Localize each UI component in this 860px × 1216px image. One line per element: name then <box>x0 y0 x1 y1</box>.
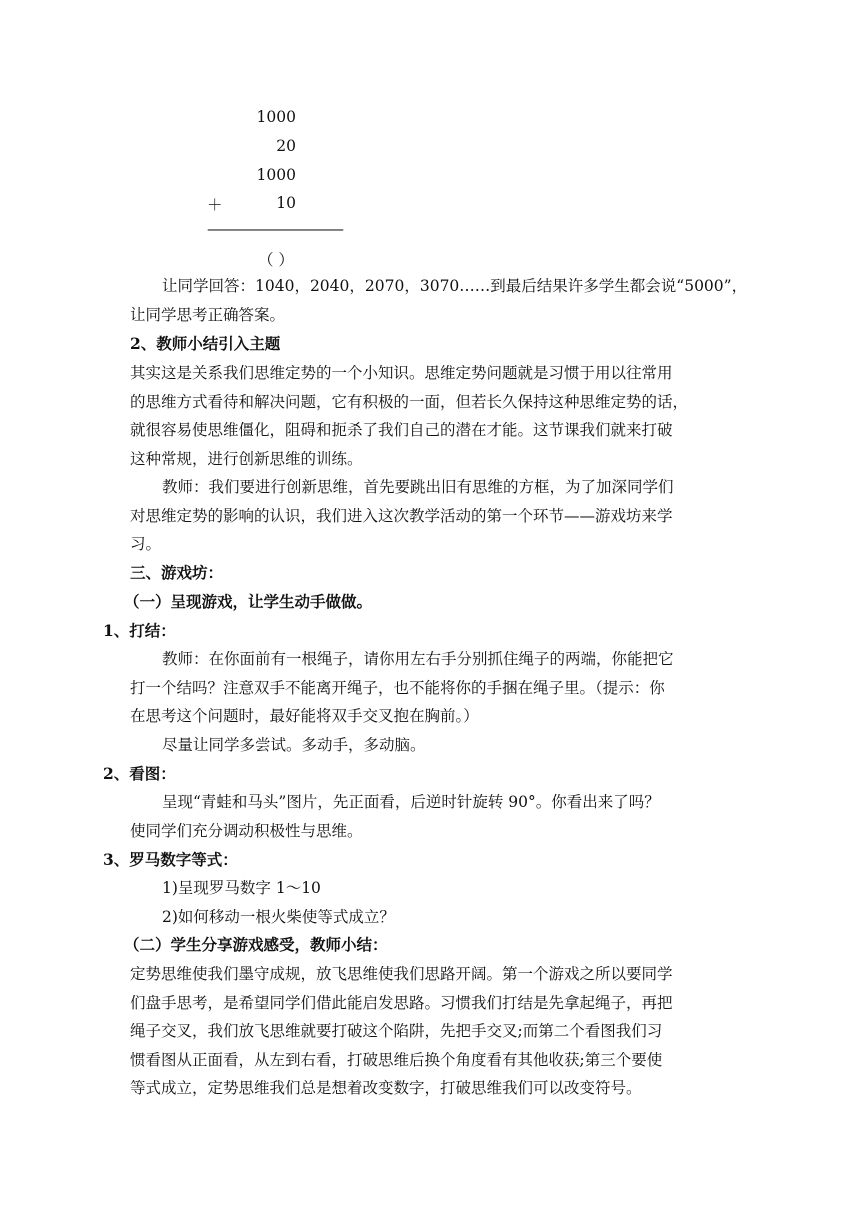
look-line-2: 使同学们充分调动积极性与思维。 <box>130 821 363 840</box>
final-line-1: 定势思维使我们墨守成规，放飞思维使我们思路开阔。第一个游戏之所以要同学 <box>130 965 673 983</box>
summary-line-1: 其实这是关系我们思维定势的一个小知识。思维定势问题就是习惯于用以往常用 <box>130 364 673 382</box>
heading-share-feelings: （二）学生分享游戏感受，教师小结： <box>124 935 388 954</box>
summary-paragraph <box>130 359 730 473</box>
roman-item-2: 2)如何移动一根火柴使等式成立？ <box>162 908 395 926</box>
answer-line-1: 让同学回答：1040，2040，2070，3070……到最后结果许多学生都会说“5000”， <box>162 277 748 295</box>
final-line-4: 惯看图从正面看，从左到右看，打破思维后换个角度看有其他收获;第三个要使 <box>130 1050 663 1069</box>
heading-roman-numerals: 3、罗马数字等式： <box>103 850 238 869</box>
heading-game-workshop: 三、游戏坊： <box>130 563 224 582</box>
heading-teacher-summary: 2、教师小结引入主题 <box>130 334 281 353</box>
look-line-1: 呈现“青蛙和马头”图片，先正面看，后逆时针旋转 90°。你看出来了吗？ <box>162 793 660 811</box>
sum-answer-blank: （ ） <box>258 251 294 269</box>
final-line-5: 等式成立，定势思维我们总是想着改变数字，打破思维我们可以改变符号。 <box>130 1079 642 1097</box>
teacher-line-3: 习。 <box>130 535 162 553</box>
heading-knot: 1、打结： <box>103 621 176 640</box>
final-paragraph <box>130 960 730 1103</box>
teacher-line-2: 对思维定势的影响的认识，我们进入这次教学活动的第一个环节——游戏坊来学 <box>130 506 673 525</box>
sum-number-2: 20 <box>276 137 296 155</box>
heading-present-game: （一）呈现游戏，让学生动手做做。 <box>124 592 373 611</box>
heading-look-picture: 2、看图： <box>103 764 176 783</box>
sum-number-1: 1000 <box>256 108 296 126</box>
answer-line-2: 让同学思考正确答案。 <box>130 306 286 324</box>
knot-line-3: 在思考这个问题时，最好能将双手交叉抱在胸前。） <box>130 707 479 725</box>
final-line-3: 绳子交叉，我们放飞思维就要打破这个陷阱，先把手交叉;而第二个看图我们习 <box>130 1022 663 1040</box>
teacher-paragraph <box>130 473 730 559</box>
summary-line-2: 的思维方式看待和解决问题，它有积极的一面，但若长久保持这种思维定势的话， <box>130 392 689 411</box>
plus-sign: ＋ <box>207 196 223 214</box>
summary-line-3: 就很容易使思维僵化，阻碍和扼杀了我们自己的潜在才能。这节课我们就来打破 <box>130 421 673 439</box>
sum-number-3: 1000 <box>256 166 296 184</box>
try-line: 尽量让同学多尝试。多动手，多动脑。 <box>162 736 426 754</box>
knot-line-1: 教师：在你面前有一根绳子，请你用左右手分别抓住绳子的两端，你能把它 <box>162 650 674 668</box>
knot-paragraph <box>130 645 730 731</box>
final-line-2: 们盘手思考，是希望同学们借此能启发思路。习惯我们打结是先拿起绳子，再把 <box>130 993 673 1012</box>
summary-line-4: 这种常规，进行创新思维的训练。 <box>130 449 363 468</box>
teacher-line-1: 教师：我们要进行创新思维，首先要跳出旧有思维的方框，为了加深同学们 <box>162 478 674 496</box>
sum-number-4: 10 <box>276 194 296 212</box>
knot-line-2: 打一个结吗？注意双手不能离开绳子，也不能将你的手捆在绳子里。（提示：你 <box>130 678 665 697</box>
look-paragraph <box>130 788 730 845</box>
sum-rule: —————————— <box>207 220 342 238</box>
roman-item-1: 1)呈现罗马数字 1～10 <box>162 879 321 897</box>
